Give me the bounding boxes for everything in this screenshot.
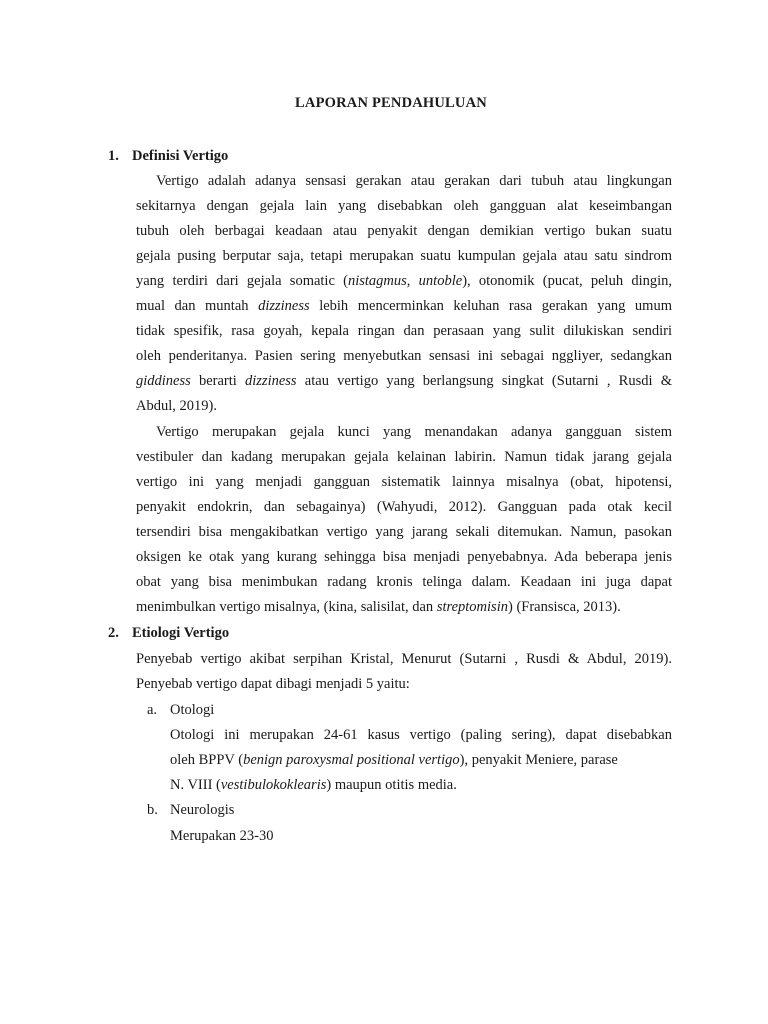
paragraph-line: tersendiri bisa mengakibatkan vertigo yang jarang sekali ditemukan. Namun, pasokan xyxy=(136,524,672,540)
text-run: ) (Fransisca, 2013). xyxy=(507,599,621,615)
paragraph-line xyxy=(136,598,621,616)
list-item-line xyxy=(170,776,457,794)
paragraph-line: oksigen ke otak yang kurang sehingga bisa menjadi penyebabnya. Ada beberapa jenis xyxy=(136,549,672,565)
italic-term: dizziness xyxy=(245,373,297,389)
text-run: menimbulkan vertigo misalnya, (kina, salisilat, dan xyxy=(136,599,437,615)
italic-term: benign paroxysmal positional vertigo xyxy=(243,752,460,768)
page-title: LAPORAN PENDAHULUAN xyxy=(295,95,487,111)
paragraph-line: vertigo ini yang menjadi gangguan sistematik lainnya misalnya (obat, hipotensi, xyxy=(136,474,672,490)
paragraph-line xyxy=(136,372,672,390)
paragraph-line: oleh penderitanya. Pasien sering menyebutkan sensasi ini sebagai nggliyer, sedangkan xyxy=(136,348,672,364)
list-item-line: Otologi ini merupakan 24-61 kasus vertigo (paling sering), dapat disebabkan xyxy=(170,727,672,743)
section-1-heading: Definisi Vertigo xyxy=(132,148,229,164)
text-run: lebih mencerminkan keluhan rasa gerakan yang umum xyxy=(309,298,672,314)
italic-term: giddiness xyxy=(136,373,191,389)
section-2-number: 2. xyxy=(108,625,119,641)
italic-term: dizziness xyxy=(258,298,310,314)
text-run: oleh BPPV ( xyxy=(170,752,244,768)
paragraph-line: Vertigo adalah adanya sensasi gerakan atau gerakan dari tubuh atau lingkungan xyxy=(156,173,672,189)
text-run: N. VIII ( xyxy=(170,777,221,793)
paragraph-line: sekitarnya dengan gejala lain yang disebabkan oleh gangguan alat keseimbangan xyxy=(136,198,672,214)
italic-term: vestibulokoklearis xyxy=(220,777,327,793)
paragraph-line: penyakit endokrin, dan sebagainya) (Wahyudi, 2012). Gangguan pada otak kecil xyxy=(136,499,672,515)
text-run: mual dan muntah xyxy=(136,298,259,314)
paragraph-line: tubuh oleh berbagai keadaan atau penyakit dengan demikian vertigo bukan suatu xyxy=(136,223,672,239)
paragraph-line: obat yang bisa menimbukan radang kronis telinga dalam. Keadaan ini juga dapat xyxy=(136,574,672,590)
text-run: ), otonomik (pucat, peluh dingin, xyxy=(462,273,673,289)
list-item-label: Neurologis xyxy=(170,802,235,818)
text-run: atau vertigo yang berlangsung singkat (Sutarni , Rusdi & xyxy=(296,373,672,389)
paragraph-line: Penyebab vertigo akibat serpihan Kristal, Menurut (Sutarni , Rusdi & Abdul, 2019). xyxy=(136,651,672,667)
paragraph-line: Penyebab vertigo dapat dibagi menjadi 5 yaitu: xyxy=(136,676,410,692)
italic-term: streptomisin xyxy=(436,599,508,615)
text-run: berarti xyxy=(190,373,246,389)
text-run: ) maupun otitis media. xyxy=(326,777,457,793)
list-letter-b: b. xyxy=(147,802,158,818)
paragraph-line: tidak spesifik, rasa goyah, kepala ringan dan perasaan yang sulit dilukiskan sendiri xyxy=(136,323,672,339)
list-item-line xyxy=(170,751,618,769)
section-2-heading: Etiologi Vertigo xyxy=(132,625,230,641)
text-run: ), penyakit Meniere, parase xyxy=(459,752,618,768)
list-item-label: Otologi xyxy=(170,702,215,718)
list-item-line: Merupakan 23-30 xyxy=(170,828,274,844)
paragraph-line: vestibuler dan kadang merupakan gejala kelainan labirin. Namun tidak jarang gejala xyxy=(136,449,672,465)
paragraph-line: Vertigo merupakan gejala kunci yang menandakan adanya gangguan sistem xyxy=(156,424,672,440)
list-letter-a: a. xyxy=(147,702,158,718)
paragraph-line xyxy=(136,272,672,290)
paragraph-line: gejala pusing berputar saja, tetapi merupakan suatu kumpulan gejala atau satu sindrom xyxy=(136,248,672,264)
italic-term: nistagmus, untoble xyxy=(347,273,463,289)
text-run: yang terdiri dari gejala somatic ( xyxy=(136,273,348,289)
paragraph-line xyxy=(136,297,672,315)
section-1-number: 1. xyxy=(108,148,119,164)
paragraph-line: Abdul, 2019). xyxy=(136,398,217,414)
